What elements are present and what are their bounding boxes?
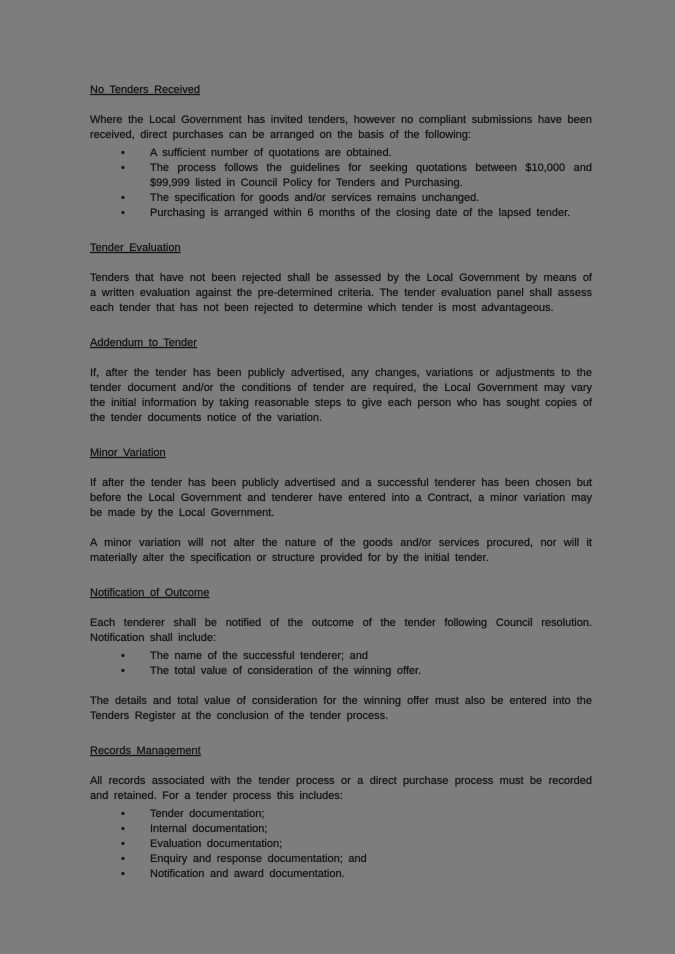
bullet-icon: • (121, 162, 125, 174)
bullet-icon: • (121, 207, 125, 219)
paragraph: If after the tender has been publicly advertised and a successful tenderer has been chosen but before the Local Government and tenderer have entered into a Contract, a minor variation may be made by the Local Government. (90, 477, 592, 519)
bullet-icon: • (121, 665, 125, 677)
section-minor-variation (90, 446, 592, 566)
list-item-text: The specification for goods and/or services remains unchanged. (150, 192, 480, 204)
heading-addendum-to-tender: Addendum to Tender (90, 337, 197, 349)
paragraph: A minor variation will not alter the nature of the goods and/or services procured, nor will it materially alter the specification or structure provided for by the initial tender. (90, 537, 592, 564)
bullet-icon: • (121, 868, 125, 880)
list-item-text: A sufficient number of quotations are obtained. (150, 147, 392, 159)
bullet-icon: • (121, 147, 125, 159)
paragraph: If, after the tender has been publicly advertised, any changes, variations or adjustments to the tender document and/or the conditions of tender are required, the Local Government may vary the initial information by taking reasonable steps to give each person who has sought copies of the tender documents notice of the variation. (90, 367, 592, 424)
paragraph: The details and total value of consideration for the winning offer must also be entered into the Tenders Register at the conclusion of the tender process. (90, 695, 592, 722)
list-item-text: Notification and award documentation. (150, 868, 345, 880)
list-item-text: Enquiry and response documentation; and (150, 853, 367, 865)
list-item (90, 852, 592, 867)
bullet-icon: • (121, 823, 125, 835)
bullet-list (90, 807, 592, 882)
list-item (90, 161, 592, 191)
heading-notification-of-outcome: Notification of Outcome (90, 587, 210, 599)
list-item (90, 664, 592, 679)
list-item (90, 867, 592, 882)
bullet-icon: • (121, 853, 125, 865)
document-content (90, 83, 592, 882)
heading-no-tenders-received: No Tenders Received (90, 84, 200, 96)
bullet-list (90, 146, 592, 221)
section-no-tenders-received (90, 83, 592, 221)
list-item-text: The process follows the guidelines for seeking quotations between $10,000 and $99,999 listed in Council Policy for Tenders and Purchasing. (150, 162, 592, 189)
heading-records-management: Records Management (90, 745, 201, 757)
bullet-icon: • (121, 838, 125, 850)
list-item-text: Purchasing is arranged within 6 months of the closing date of the lapsed tender. (150, 207, 571, 219)
paragraph: Each tenderer shall be notified of the outcome of the tender following Council resolution. Notification shall include: (90, 617, 592, 644)
section-tender-evaluation (90, 241, 592, 316)
paragraph: Where the Local Government has invited tenders, however no compliant submissions have been received, direct purchases can be arranged on the basis of the following: (90, 114, 592, 141)
list-item-text: Internal documentation; (150, 823, 268, 835)
bullet-icon: • (121, 192, 125, 204)
bullet-list (90, 649, 592, 679)
list-item (90, 146, 592, 161)
bullet-icon: • (121, 808, 125, 820)
list-item-text: Evaluation documentation; (150, 838, 283, 850)
paragraph: All records associated with the tender process or a direct purchase process must be recorded and retained. For a tender process this includes: (90, 775, 592, 802)
list-item (90, 822, 592, 837)
list-item (90, 837, 592, 852)
list-item-text: The name of the successful tenderer; and (150, 650, 369, 662)
section-notification-of-outcome (90, 586, 592, 724)
section-records-management (90, 744, 592, 882)
list-item (90, 807, 592, 822)
bullet-icon: • (121, 650, 125, 662)
heading-tender-evaluation: Tender Evaluation (90, 242, 181, 254)
paragraph: Tenders that have not been rejected shall be assessed by the Local Government by means of a written evaluation against the pre-determined criteria. The tender evaluation panel shall assess each tender that has not been rejected to determine which tender is most advantageous. (90, 272, 592, 314)
list-item-text: Tender documentation; (150, 808, 265, 820)
list-item (90, 191, 592, 206)
section-addendum-to-tender (90, 336, 592, 426)
list-item (90, 649, 592, 664)
list-item (90, 206, 592, 221)
list-item-text: The total value of consideration of the winning offer. (150, 665, 422, 677)
heading-minor-variation: Minor Variation (90, 447, 166, 459)
